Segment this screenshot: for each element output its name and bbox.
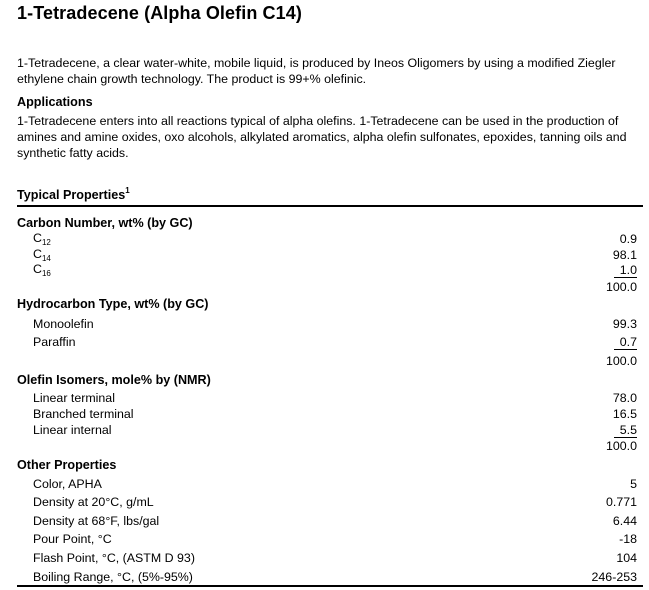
hydrocarbon-row-value: 0.7 xyxy=(614,335,637,350)
footer-rule xyxy=(17,585,643,587)
property-row-value: 6.44 xyxy=(612,514,637,528)
intro-paragraph: 1-Tetradecene, a clear water-white, mobile liquid, is produced by Ineos Oligomers by using a modified Ziegler ethylene chain growth technology. The product is 99+% olefinic. xyxy=(17,56,616,86)
carbon-row-value: 0.9 xyxy=(619,232,637,246)
header-rule xyxy=(17,205,643,207)
olefin-isomers-heading: Olefin Isomers, mole% by (NMR) xyxy=(17,373,211,387)
typical-properties-heading xyxy=(17,187,130,202)
olefin-row-label: Branched terminal xyxy=(33,407,134,421)
applications-heading: Applications xyxy=(17,95,93,109)
olefin-row-value: 78.0 xyxy=(612,391,637,405)
carbon-row-label: $C_{16}$ xyxy=(33,262,51,278)
carbon-total: 100.0 xyxy=(605,280,637,294)
olefin-row-value: 16.5 xyxy=(612,407,637,421)
property-row-value: 104 xyxy=(616,551,637,565)
carbon-row-value: 98.1 xyxy=(612,248,637,262)
hydrocarbon-type-heading: Hydrocarbon Type, wt% (by GC) xyxy=(17,297,209,311)
property-row-value: -18 xyxy=(619,532,637,546)
hydrocarbon-total: 100.0 xyxy=(605,354,637,368)
hydrocarbon-row-value: 99.3 xyxy=(612,317,637,331)
property-row-value: 5 xyxy=(630,477,637,491)
property-row-label: Boiling Range, °C, (5%-95%) xyxy=(33,570,193,584)
property-row-label: Color, APHA xyxy=(33,477,102,491)
typical-properties-label: Typical Properties xyxy=(17,188,126,203)
property-row-label: Density at 68°F, lbs/gal xyxy=(33,514,160,528)
page-title: 1-Tetradecene (Alpha Olefin C14) xyxy=(17,3,302,23)
property-row-label: Pour Point, °C xyxy=(33,532,112,546)
applications-paragraph: 1-Tetradecene enters into all reactions typical of alpha olefins. 1-Tetradecene can be used in the production of amines and amine oxides, oxo alcohols, alkylated aromatics, alpha olefin sulfonates, epoxides, tanning oils and synthetic fatty acids. xyxy=(17,114,627,160)
olefin-row-label: Linear terminal xyxy=(33,391,115,405)
property-row-value: 246-253 xyxy=(591,570,637,584)
carbon-row-value: 1.0 xyxy=(614,263,637,278)
olefin-total: 100.0 xyxy=(605,439,637,453)
carbon-row-label: $C_{14}$ xyxy=(33,247,51,263)
hydrocarbon-row-label: Monoolefin xyxy=(33,317,94,331)
other-properties-heading: Other Properties xyxy=(17,458,117,472)
property-row-label: Flash Point, °C, (ASTM D 93) xyxy=(33,551,195,565)
hydrocarbon-row-label: Paraffin xyxy=(33,335,76,349)
property-row-label: Density at 20°C, g/mL xyxy=(33,495,154,509)
olefin-row-label: Linear internal xyxy=(33,423,112,437)
carbon-row-label: $C_{12}$ xyxy=(33,231,51,247)
olefin-row-value: 5.5 xyxy=(614,423,637,438)
carbon-number-heading: Carbon Number, wt% (by GC) xyxy=(17,216,193,230)
property-row-value: 0.771 xyxy=(605,495,637,509)
footnote-mark: 1 xyxy=(125,186,130,195)
